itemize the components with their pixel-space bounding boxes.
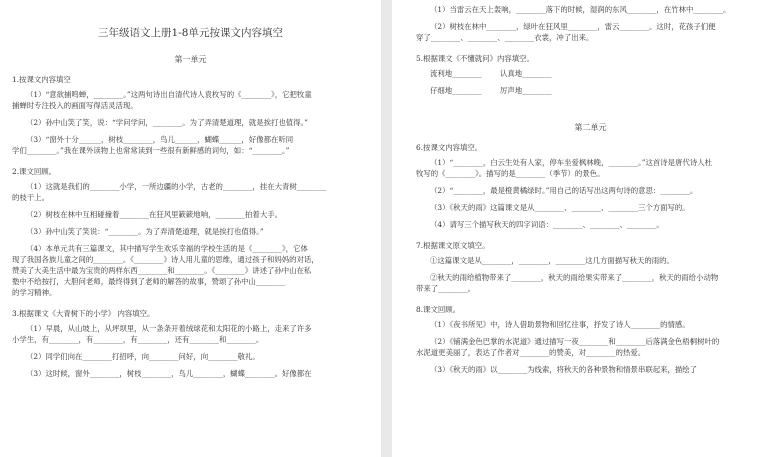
text-line: 小学生，有________，有________，有________，还有________和________。: [12, 335, 264, 344]
text-line: 7.根据课文原文填空。: [416, 241, 490, 250]
word-pair-item: 仔细地________: [430, 86, 482, 95]
text-line: （1）早晨，从山坡上，从坪坝里，从一条条开着绒球花和太阳花的小路上，走来了许多: [26, 324, 312, 333]
text-line: （2）树枝在林中互相碰撞着________在狂风里簌簌地响，________拍着大手。: [26, 210, 282, 219]
text-line: （2）同学们向在________打招呼，向________问好，向________敬礼。: [26, 352, 260, 361]
unit-heading-2: 第二单元: [574, 123, 607, 132]
unit-heading-1: 第一单元: [174, 55, 207, 64]
text-line: （3）《秋天的雨》这篇课文是从________、________、________三个方面写的。: [430, 203, 690, 212]
text-line: 现了我国各族儿童之间的________。《________》诗人用儿童的思维，通过孩子和妈妈的对话，: [12, 255, 319, 264]
text-line: 水泥道更美丽了，表达了作者对________的赞美，对________的热爱。: [416, 348, 646, 357]
document-title: 三年级语文上册1-8单元按课文内容填空: [98, 27, 283, 39]
word-pair-row: [430, 85, 765, 96]
text-line: 1.按课文内容填空: [12, 75, 71, 84]
text-line: 5.根据课文《不懂就问》内容填空。: [416, 54, 534, 63]
text-line: （3）孙中山笑了笑说：“________。为了弄清楚道理，就是挨打也值得。”: [26, 227, 264, 236]
text-line: 穿了________、________、________衣裳，冲了出来。: [416, 33, 594, 42]
word-pair-row: [430, 68, 765, 79]
word-pair-item: 认真地________: [500, 69, 552, 78]
right-page-body-bottom: [416, 142, 765, 375]
right-page-body-top: [416, 4, 765, 64]
text-line: （1）“意欲捕鸣蝉，________。”这两句诗出自清代诗人袁枚写的《________》，它把牧童: [26, 90, 312, 99]
text-line: 的学习精神。: [12, 288, 57, 297]
text-line: 牧写的《________》。描写的是________（季节）的景色。: [416, 169, 605, 178]
word-pair-item: 厉声地________: [500, 86, 552, 95]
text-line: ①这篇课文是从________，________，________这几方面描写秋天的雨的。: [430, 256, 674, 265]
word-pair-item: 流利地________: [430, 69, 482, 78]
text-line: 2.课文回顾。: [12, 167, 57, 176]
text-line: 捕蝉时专注投入的画面写得活灵活现。: [12, 101, 138, 110]
text-line: （1）当雷云在天上轰响，________落下的时候，湿润的东风________，在竹林中________。: [430, 5, 731, 14]
left-page-body: [12, 74, 369, 379]
text-line: （4）请写三个描写秋天的四字词语：________、________、________。: [430, 220, 664, 229]
text-line: （1）《夜书所见》中，诗人借助景物和回忆往事，抒发了诗人________的情感。: [430, 320, 690, 329]
text-line: （2）《铺满金色巴掌的水泥道》通过描写一夜________和________后落满金色梧桐树叶的: [430, 337, 720, 346]
document-page-right: [392, 0, 779, 457]
text-line: （1）“________，白云生处有人家，停车坐爱枫林晚，________。”这首诗是唐代诗人杜: [430, 158, 713, 167]
text-line: （3）“窗外十分______，树枝________，鸟儿______，蝴蝶______，好像都在听同: [26, 135, 294, 144]
text-line: 3.根据课文《大青树下的小学》 内容填空。: [12, 309, 155, 318]
document-page-left: [0, 0, 381, 457]
text-line: 学们________。”我在课外读物上也常常读到一些很有新鲜感的词句，如：“________。”: [12, 146, 290, 155]
text-line: （3）这时候，窗外________，树枝________，鸟儿________，蝴蝶________。好像都在: [26, 369, 312, 378]
text-line: （3）《秋天的雨》以________为线索，将秋天的各种景物和情景串联起来，描绘了: [430, 365, 698, 374]
text-line: 6.按课文内容填空。: [416, 143, 483, 152]
word-pairs: [416, 68, 765, 96]
text-line: 塾中不给按打，大胆问老师，最终得到了老师的解答的故事，赞颂了孙中山________: [12, 277, 286, 286]
text-line: （2）树枝在林中________，绿叶在狂风里________，雷云________。这时，花孩子们便: [430, 22, 716, 31]
text-line: ②秋天的雨给植物带来了________，秋天的雨给果实带来了________，秋天的雨给小动物: [430, 273, 719, 282]
text-line: 赞美了大美生活中最为宝贵的两样东西________和________。《________》讲述了孙中山在私: [12, 266, 312, 275]
text-line: （2）“________，最是橙黄橘绿时。”用自己的话写出这两句诗的意思：________。: [430, 186, 698, 195]
text-line: （1）这就是我们的________小学，一所边疆的小学，古老的________，挂在大青树________: [26, 182, 327, 191]
text-line: 8.课文回顾。: [416, 305, 461, 314]
text-line: （4）本单元共有三篇课文，其中描写学生欢乐幸福的学校生活的是《________》，它体: [26, 244, 308, 253]
text-line: 的枝干上。: [12, 193, 49, 202]
text-line: （2）孙中山笑了笑，说：“学问学问，________。为了弄清楚道理，就是挨打也值得。”: [26, 118, 309, 127]
text-line: 带来了________。: [416, 284, 476, 293]
